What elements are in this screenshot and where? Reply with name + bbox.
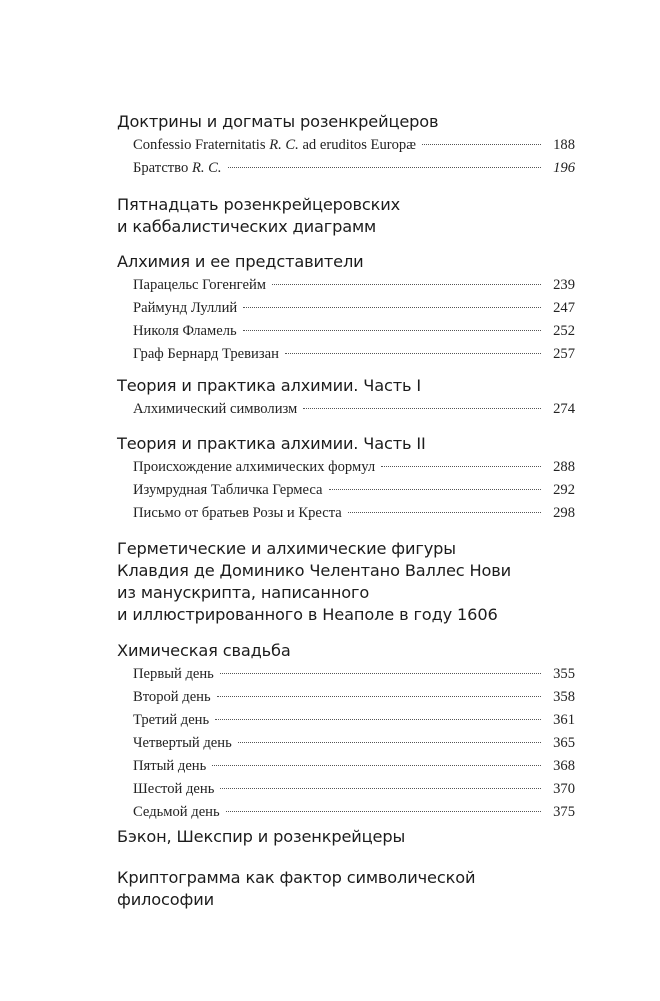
leader-dots xyxy=(285,353,541,354)
page-number: 188 xyxy=(553,137,575,153)
toc-entry[interactable] xyxy=(133,323,575,346)
page-number: 355 xyxy=(553,666,575,682)
toc-entry[interactable] xyxy=(133,459,575,482)
toc-section-alchemy-representatives xyxy=(117,251,575,369)
page-number: 298 xyxy=(553,505,575,521)
toc-entry[interactable] xyxy=(133,346,575,369)
section-title-line: Герметические и алхимические фигуры xyxy=(117,539,456,558)
toc-entry[interactable] xyxy=(133,137,575,160)
entry-label: Седьмой день xyxy=(133,804,220,820)
section-title-line: и каббалистических диаграмм xyxy=(117,217,377,236)
entry-label: Парацельс Гогенгейм xyxy=(133,277,266,293)
entry-label: Раймунд Луллий xyxy=(133,300,238,316)
leader-dots xyxy=(422,144,541,145)
entry-label: Четвертый день xyxy=(133,735,232,751)
entry-label: Алхимический символизм xyxy=(133,401,298,417)
leader-dots xyxy=(329,489,542,490)
page-number: 288 xyxy=(553,459,575,475)
toc-section-cryptogram xyxy=(117,867,575,915)
page-number: 368 xyxy=(553,758,575,774)
entry-label: Пятый день xyxy=(133,758,207,774)
page-number: 196 xyxy=(553,160,575,176)
entry-label: Братство R. C. xyxy=(133,160,222,176)
toc-section-chymical-wedding xyxy=(117,640,575,827)
toc-entry[interactable] xyxy=(133,505,575,528)
leader-dots xyxy=(272,284,541,285)
section-title[interactable] xyxy=(117,538,575,626)
toc-entry[interactable] xyxy=(133,160,575,183)
page-number: 292 xyxy=(553,482,575,498)
section-title[interactable]: Криптограмма как фактор символической философии xyxy=(117,868,476,909)
toc-entry[interactable] xyxy=(133,712,575,735)
toc-entry[interactable] xyxy=(133,482,575,505)
page-number: 239 xyxy=(553,277,575,293)
leader-dots xyxy=(238,742,541,743)
toc-section-theory-practice-1 xyxy=(117,375,575,424)
leader-dots xyxy=(303,408,541,409)
entry-label: Письмо от братьев Розы и Креста xyxy=(133,505,342,521)
leader-dots xyxy=(212,765,541,766)
entry-label: Confessio Fraternitatis R. C. ad eruditos Europæ xyxy=(133,137,416,153)
toc-entry[interactable] xyxy=(133,300,575,323)
section-title[interactable]: Бэкон, Шекспир и розенкрейцеры xyxy=(117,827,406,846)
toc-entry[interactable] xyxy=(133,735,575,758)
toc-section-fifteen-diagrams xyxy=(117,194,575,242)
leader-dots xyxy=(215,719,541,720)
toc-entry[interactable] xyxy=(133,689,575,712)
toc-section-bacon-shakespeare xyxy=(117,826,575,852)
section-title[interactable]: Теория и практика алхимии. Часть I xyxy=(117,376,422,395)
entry-label: Граф Бернард Тревизан xyxy=(133,346,279,362)
leader-dots xyxy=(220,788,541,789)
section-title-line: Пятнадцать розенкрейцеровских xyxy=(117,195,401,214)
page-number: 370 xyxy=(553,781,575,797)
page-number: 365 xyxy=(553,735,575,751)
entry-label: Шестой день xyxy=(133,781,215,797)
section-title-line: Клавдия де Доминико Челентано Валлес Нови xyxy=(117,561,512,580)
section-title-line: и иллюстрированного в Неаполе в году 1606 xyxy=(117,605,498,624)
leader-dots xyxy=(348,512,541,513)
page-number: 361 xyxy=(553,712,575,728)
section-title[interactable]: Химическая свадьба xyxy=(117,641,291,660)
toc-section-theory-practice-2 xyxy=(117,433,575,528)
toc-entry[interactable] xyxy=(133,277,575,300)
entry-label: Второй день xyxy=(133,689,211,705)
leader-dots xyxy=(228,167,541,168)
page-number: 252 xyxy=(553,323,575,339)
leader-dots xyxy=(220,673,541,674)
page-number: 358 xyxy=(553,689,575,705)
entry-label: Происхождение алхимических формул xyxy=(133,459,376,475)
toc-entry[interactable] xyxy=(133,804,575,827)
toc-section-hermetic-figures xyxy=(117,538,575,630)
toc-entry[interactable] xyxy=(133,781,575,804)
leader-dots xyxy=(226,811,541,812)
page-number: 247 xyxy=(553,300,575,316)
toc-entry[interactable] xyxy=(133,758,575,781)
leader-dots xyxy=(243,330,541,331)
toc-section-rosicrucian-doctrines xyxy=(117,111,575,183)
section-title[interactable]: Теория и практика алхимии. Часть II xyxy=(117,434,426,453)
entry-label: Изумрудная Табличка Гермеса xyxy=(133,482,323,498)
section-title[interactable]: Алхимия и ее представители xyxy=(117,252,364,271)
leader-dots xyxy=(381,466,541,467)
toc-entry[interactable] xyxy=(133,666,575,689)
leader-dots xyxy=(243,307,541,308)
page-number: 274 xyxy=(553,401,575,417)
leader-dots xyxy=(217,696,541,697)
section-title[interactable] xyxy=(117,194,575,238)
entry-label: Первый день xyxy=(133,666,214,682)
page-number: 375 xyxy=(553,804,575,820)
toc-entry[interactable] xyxy=(133,401,575,424)
page-number: 257 xyxy=(553,346,575,362)
entry-label: Третий день xyxy=(133,712,210,728)
section-title[interactable]: Доктрины и догматы розенкрейцеров xyxy=(117,112,439,131)
section-title-line: из манускрипта, написанного xyxy=(117,583,370,602)
entry-label: Николя Фламель xyxy=(133,323,237,339)
